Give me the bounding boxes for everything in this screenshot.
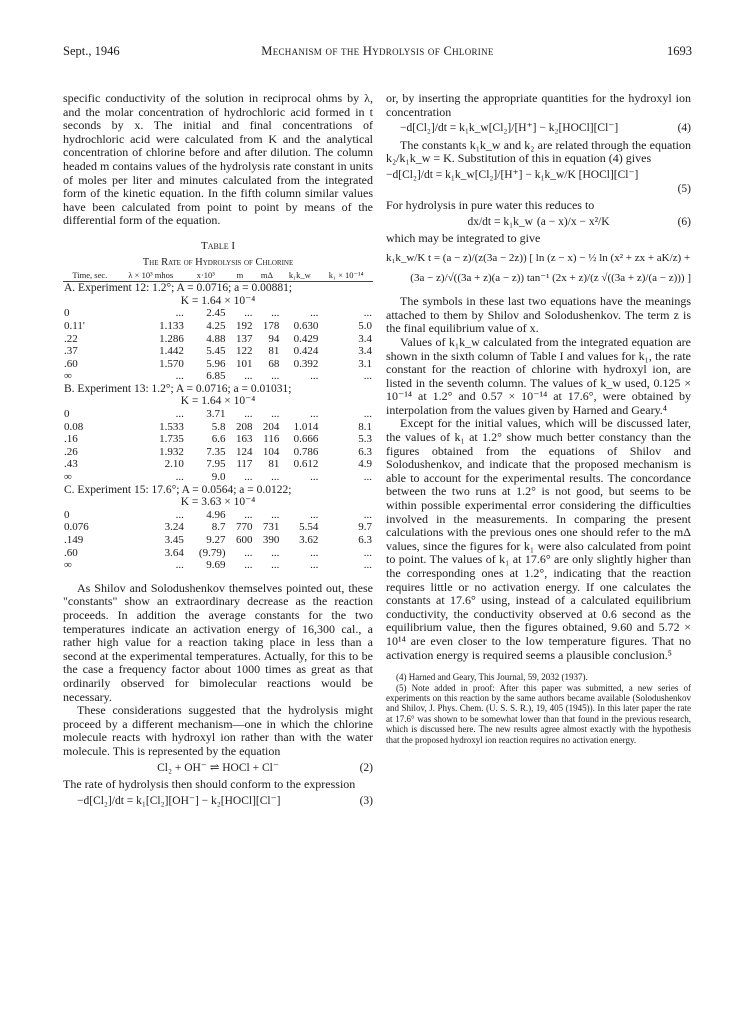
table-cell: 0 bbox=[64, 408, 70, 421]
table-cell: 3.64 bbox=[164, 546, 184, 559]
table-cell: 2.45 bbox=[206, 307, 226, 320]
table-cell: 1.735 bbox=[159, 433, 184, 446]
equation-line: (3a − z)/√((3a + z)(a − z)) tan⁻¹ (2x + z)/(z √((3a + z)/(a − z))) ] bbox=[410, 271, 691, 284]
equation-text: −d[Cl₂]/dt = k₁[Cl₂][OH⁻] − k₂[HOCl][Cl⁻] bbox=[77, 794, 281, 807]
table-row bbox=[63, 345, 373, 358]
table-cell: ... bbox=[310, 307, 319, 320]
table-cell: .60 bbox=[64, 546, 78, 559]
paragraph: The symbols in these last two equations have the meanings attached to them by Shilov and Solodushenkov. The term z is the final equilibrium value of x. bbox=[386, 294, 691, 336]
table-subtitle: The Rate of Hydrolysis of Chlorine bbox=[142, 256, 294, 268]
table-cell: .16 bbox=[64, 433, 78, 446]
table-cell: ... bbox=[244, 559, 253, 572]
table-cell: 1.133 bbox=[159, 319, 184, 332]
table-cell: .149 bbox=[64, 534, 84, 546]
table-cell: 6.6 bbox=[211, 433, 226, 446]
equation-text: −d[Cl₂]/dt = k₁k_w[Cl₂]/[H⁺] − k₂[HOCl][Cl⁻] bbox=[400, 122, 619, 135]
paragraph: Except for the initial values, which will be discussed later, the values of k₁ at 1.2° show much better constancy than the figures obtained from the equations of Shilov and Solodushenkov, and indicate that the proposed mechanism is able to account for the experimental results. The concordance between the two runs at 1.2° is not good, but seems to be within possible experimental error considering the difficulties involved in the measurements. In comparing the present calculations with the previous ones one should refer to the mΔ values, since the figures for k₁ were also calculated from point to point. The values of k₁ at 17.6° are only slightly higher than the corresponding ones at 1.2°, indicating that the reaction requires little or no activation energy. If one calculates the constants at 17.6° using, instead of a calculated equilibrium conductivity, the conductivity observed at 0.6 second as the equilibrium value, then the figures obtained, 9.60 and 5.72 × 10¹⁴ are even closer to the low temperature figures. That no activation energy is required seems a plausible conclusion.⁵ bbox=[386, 416, 691, 662]
equilibrium-constant: K = 1.64 × 10⁻⁴ bbox=[180, 395, 256, 408]
table-cell: .26 bbox=[64, 445, 78, 458]
table-cell: 1.286 bbox=[159, 332, 184, 345]
table-cell: 1.533 bbox=[159, 420, 184, 433]
equation-lhs: dx/dt = k₁k_w bbox=[467, 215, 533, 228]
table-cell: 770 bbox=[235, 521, 253, 534]
experiment-label: C. Experiment 15: 17.6°; A = 0.0564; a = 0.0122; bbox=[64, 483, 292, 496]
table-cell: 1.014 bbox=[293, 420, 319, 433]
table-cell: 81 bbox=[268, 458, 280, 471]
table-cell: 0.08 bbox=[64, 420, 84, 433]
table-cell: 0.666 bbox=[293, 433, 319, 446]
table-cell: 2.10 bbox=[164, 458, 184, 471]
table-cell: ... bbox=[175, 471, 184, 484]
table-row bbox=[63, 408, 373, 421]
table-cell: 4.96 bbox=[206, 508, 226, 521]
table-cell: ... bbox=[363, 559, 372, 572]
table-cell: 8.7 bbox=[211, 521, 226, 534]
column-header: λ × 10³ mhos bbox=[117, 271, 185, 282]
rate-table bbox=[63, 271, 373, 572]
experiment-label: A. Experiment 12: 1.2°; A = 0.0716; a = 0.00881; bbox=[64, 282, 293, 295]
table-cell: 5.0 bbox=[358, 319, 372, 332]
table-row bbox=[63, 534, 373, 547]
table-row bbox=[63, 471, 373, 484]
table-cell: ... bbox=[310, 471, 319, 484]
table-cell: 3.71 bbox=[206, 408, 226, 421]
table-cell: 4.25 bbox=[206, 319, 226, 332]
table-cell: 9.27 bbox=[206, 534, 226, 546]
table-cell: ... bbox=[363, 508, 372, 521]
equation-7 bbox=[386, 252, 691, 285]
table-row bbox=[63, 358, 373, 371]
table-cell: 3.4 bbox=[358, 332, 372, 345]
table-cell: 5.45 bbox=[206, 345, 226, 358]
table-cell: 104 bbox=[262, 445, 280, 458]
table-cell: 0.630 bbox=[293, 319, 319, 332]
table-cell: 0.11' bbox=[64, 319, 85, 332]
table-cell: 6.85 bbox=[206, 370, 226, 383]
paragraph: The constants k₁k_w and k₂ are related through the equation k₂/k₁k_w = K. Substitution of this in equation (4) gives bbox=[386, 137, 691, 166]
table-cell: 9.69 bbox=[206, 559, 226, 572]
column-header: k₁k_w bbox=[280, 271, 319, 282]
paragraph: Values of k₁k_w calculated from the integrated equation are shown in the sixth column of Table I and values for k₁, the rate constant for the reaction of chlorine with hydroxyl ion, are listed in the seventh column. The values of k_w used, 0.125 × 10⁻¹⁴ at 1.2° and 0.57 × 10⁻¹⁴ at 17.6°, were obtained by interpolation from the values given by Harned and Geary.⁴ bbox=[386, 334, 691, 417]
table-cell: ∞ bbox=[64, 559, 72, 572]
equation-3 bbox=[63, 795, 373, 809]
table-cell: ... bbox=[271, 559, 280, 572]
table-cell: 0.786 bbox=[293, 445, 319, 458]
running-header bbox=[63, 44, 692, 60]
table-cell: .43 bbox=[64, 458, 78, 471]
table-row bbox=[63, 320, 373, 333]
table-cell: 68 bbox=[268, 357, 280, 370]
table-cell: ... bbox=[244, 408, 253, 421]
table-cell: ... bbox=[310, 559, 319, 572]
table-cell: 5.54 bbox=[299, 521, 319, 534]
left-column bbox=[63, 92, 373, 811]
table-row bbox=[63, 333, 373, 346]
paragraph: or, by inserting the appropriate quantities for the hydroxyl ion concentration bbox=[386, 91, 691, 119]
table-cell: 7.95 bbox=[206, 458, 226, 471]
table-cell: .22 bbox=[64, 332, 78, 345]
table-cell: 7.35 bbox=[206, 445, 226, 458]
table-cell: ... bbox=[363, 546, 372, 559]
table-cell: 0.424 bbox=[293, 345, 319, 358]
table-cell: ... bbox=[310, 370, 319, 383]
table-cell: ... bbox=[244, 508, 253, 521]
table-cell: 122 bbox=[235, 345, 253, 358]
table-cell: ... bbox=[244, 370, 253, 383]
table-cell: 0.429 bbox=[293, 332, 319, 345]
equation-4 bbox=[386, 122, 691, 136]
table-cell: 192 bbox=[235, 319, 253, 332]
table-row bbox=[63, 547, 373, 560]
equation-text: −d[Cl₂]/dt = k₁k_w[Cl₂]/[H⁺] − k₁k_w/K [HOCl][Cl⁻] bbox=[386, 168, 639, 181]
table-cell: ... bbox=[363, 408, 372, 421]
table-cell: ... bbox=[175, 559, 184, 572]
column-header: k₁ × 10⁻¹⁴ bbox=[319, 271, 373, 282]
paragraph: which may be integrated to give bbox=[386, 231, 541, 246]
page-number: 1693 bbox=[667, 44, 692, 58]
table-cell: ... bbox=[271, 408, 280, 421]
table-cell: 94 bbox=[268, 332, 280, 345]
table-cell: ... bbox=[244, 546, 253, 559]
table-row bbox=[63, 307, 373, 320]
table-cell: ... bbox=[363, 370, 372, 383]
table-cell: 1.442 bbox=[159, 345, 184, 358]
table-cell: 116 bbox=[263, 433, 280, 446]
equation-5 bbox=[386, 169, 691, 196]
column-header: m bbox=[227, 271, 254, 282]
table-cell: ... bbox=[310, 408, 319, 421]
equation-number: (3) bbox=[359, 794, 373, 807]
table-cell: ... bbox=[363, 307, 372, 320]
table-cell: 5.3 bbox=[358, 433, 372, 446]
equation-number: (4) bbox=[677, 122, 691, 135]
table-row bbox=[63, 446, 373, 459]
footnotes bbox=[386, 672, 691, 745]
table-cell: 1.570 bbox=[159, 357, 184, 370]
equation-text: Cl₂ + OH⁻ ⇌ HOCl + Cl⁻ bbox=[157, 761, 279, 774]
paragraph: These considerations suggested that the hydrolysis might proceed by a different mechanism—one in which the chlorine molecule reacts with hydroxyl ion rather than with the water molecule. This is represented by the equation bbox=[63, 703, 373, 758]
table-cell: 3.24 bbox=[164, 521, 184, 534]
table-cell: ... bbox=[175, 370, 184, 383]
column-header: mΔ bbox=[253, 271, 280, 282]
table-cell: 204 bbox=[262, 420, 280, 433]
paragraph: specific conductivity of the solution in reciprocal ohms by λ, and the molar concentration of hydrochloric acid formed in t seconds by x. The initial and final concentrations of hydrochloric acid were calculated from K and the analytical concentration of chlorine before and after dilution. The column headed m contains values of the hydrolysis rate constant in units of moles per liter and minutes calculated from the integrated form of the kinetic equation. In the fifth column similar values have been calculated from point to point by means of the differential form of the equation. bbox=[63, 91, 373, 228]
table-cell: 0.392 bbox=[293, 357, 319, 370]
table-cell: 3.62 bbox=[299, 534, 319, 546]
right-column bbox=[386, 92, 691, 745]
equation-6 bbox=[386, 216, 691, 230]
equation-number: (2) bbox=[359, 761, 373, 774]
table-cell: ... bbox=[271, 546, 280, 559]
table-row bbox=[63, 433, 373, 446]
table-cell: 178 bbox=[262, 319, 280, 332]
table-cell: ... bbox=[175, 508, 184, 521]
table-row bbox=[63, 421, 373, 434]
footnote: (5) Note added in proof: After this paper was submitted, a new series of experiments on this reaction by the same authors became available (Solodushenkov and Shilov, J. Phys. Chem. (U. S. S. R.), 19, 405 (1945)). In this later paper the rate at 17.6° was shown to be somewhat lower than that found in the previous research, which is discussed here. The new results agree almost exactly with the hypothesis that the proposed hydroxyl ion reaction requires no activation energy. bbox=[386, 682, 691, 745]
equation-rhs: (a − x)/x − x²/K bbox=[536, 215, 610, 228]
table-row bbox=[63, 458, 373, 471]
table-cell: 6.3 bbox=[358, 445, 372, 458]
table-cell: ∞ bbox=[64, 370, 72, 383]
table-cell: 124 bbox=[235, 445, 253, 458]
table-cell: 390 bbox=[262, 534, 280, 546]
table-row bbox=[63, 509, 373, 522]
table-cell: 101 bbox=[235, 357, 253, 370]
table-cell: 117 bbox=[236, 458, 253, 471]
table-cell: 8.1 bbox=[358, 420, 372, 433]
paragraph: The rate of hydrolysis then should conform to the expression bbox=[63, 777, 356, 792]
table-cell: 5.8 bbox=[211, 420, 226, 433]
table-cell: 6.3 bbox=[358, 534, 372, 546]
table-row bbox=[63, 370, 373, 383]
header-title: Mechanism of the Hydrolysis of Chlorine bbox=[261, 44, 494, 58]
equation-number: (5) bbox=[677, 182, 691, 195]
table-cell: 3.4 bbox=[358, 345, 372, 358]
header-date: Sept., 1946 bbox=[63, 44, 120, 58]
equation-2 bbox=[63, 762, 373, 776]
table-cell: 1.932 bbox=[159, 445, 184, 458]
column-header: Time, sec. bbox=[63, 271, 117, 282]
equation-number: (6) bbox=[677, 215, 691, 228]
footnote: (4) Harned and Geary, This Journal, 59, 2032 (1937). bbox=[396, 672, 588, 683]
table-cell: 9.0 bbox=[211, 471, 226, 484]
table-cell: 3.1 bbox=[358, 357, 372, 370]
table-cell: 0 bbox=[64, 307, 70, 320]
table-cell: ... bbox=[271, 307, 280, 320]
table-cell: 0 bbox=[64, 508, 70, 521]
table-cell: ... bbox=[175, 408, 184, 421]
table-cell: 9.7 bbox=[358, 521, 372, 534]
paragraph: As Shilov and Solodushenkov themselves pointed out, these "constants" show an extraordinary decrease as the reaction proceeds. In addition the average constants for the two temperatures indicate an activation energy of 16,300 cal., a rather high value for a reaction taking place in less than a second at the experimental temperatures. Actually, for this to be the case a frequency factor about 1000 times as great as that ordinarily observed for bimolecular reactions would be necessary. bbox=[63, 580, 373, 704]
table-row bbox=[63, 521, 373, 534]
equation-line: k₁k_w/K t = (a − z)/(z(3a − 2z)) [ ln (z − x) − ½ ln (x² + zx + aK/z) + bbox=[386, 251, 691, 264]
table-cell: ... bbox=[271, 508, 280, 521]
experiment-label: B. Experiment 13: 1.2°; A = 0.0716; a = 0.01031; bbox=[64, 382, 292, 395]
table-cell: ... bbox=[310, 546, 319, 559]
table-cell: 0.076 bbox=[64, 521, 89, 534]
table-cell: 137 bbox=[235, 332, 253, 345]
table-cell: .60 bbox=[64, 357, 78, 370]
table-cell: 4.9 bbox=[358, 458, 372, 471]
table-cell: ... bbox=[175, 307, 184, 320]
table-cell: .37 bbox=[64, 345, 78, 358]
table-cell: ... bbox=[271, 471, 280, 484]
table-row bbox=[63, 559, 373, 572]
table-cell: 208 bbox=[235, 420, 253, 433]
table-cell: (9.79) bbox=[198, 546, 226, 559]
table-cell: 0.612 bbox=[293, 458, 319, 471]
table-cell: 731 bbox=[262, 521, 280, 534]
table-cell: 81 bbox=[268, 345, 280, 358]
table-title: Table I bbox=[200, 239, 236, 252]
table-cell: 600 bbox=[235, 534, 253, 546]
table-cell: ... bbox=[310, 508, 319, 521]
table-cell: 3.45 bbox=[164, 534, 184, 546]
table-cell: ... bbox=[363, 471, 372, 484]
equilibrium-constant: K = 1.64 × 10⁻⁴ bbox=[180, 294, 256, 307]
column-header: x·10³ bbox=[185, 271, 227, 282]
table-cell: ... bbox=[244, 307, 253, 320]
table-cell: ∞ bbox=[64, 471, 72, 484]
paragraph: For hydrolysis in pure water this reduces to bbox=[386, 198, 595, 213]
table-cell: 5.96 bbox=[206, 357, 226, 370]
table-cell: ... bbox=[271, 370, 280, 383]
equilibrium-constant: K = 3.63 × 10⁻⁴ bbox=[180, 496, 256, 509]
table-cell: ... bbox=[244, 471, 253, 484]
table-cell: 163 bbox=[235, 433, 253, 446]
table-cell: 4.88 bbox=[206, 332, 226, 345]
